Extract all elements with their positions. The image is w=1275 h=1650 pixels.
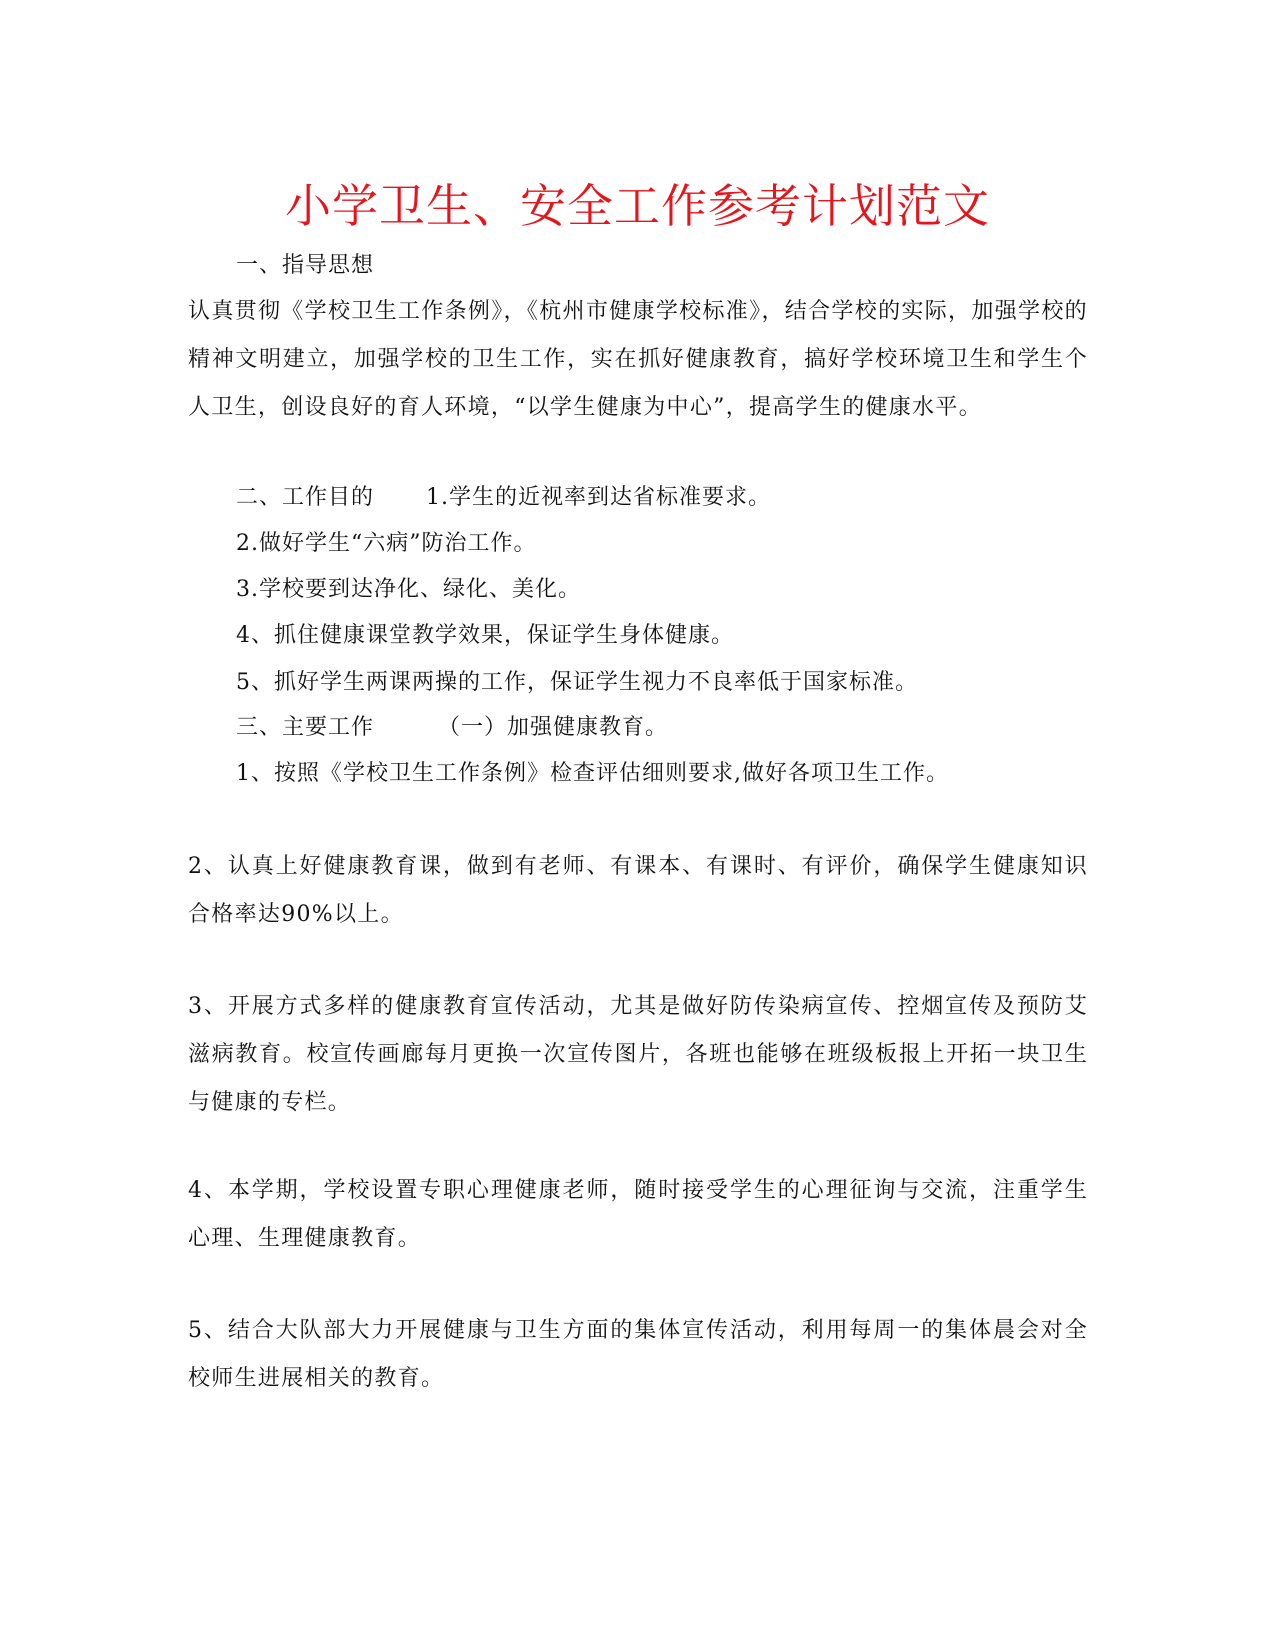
section3-paragraph-4: 4、本学期，学校设置专职心理健康老师，随时接受学生的心理征询与交流，注重学生心理、生理健康教育。 (188, 1178, 1088, 1251)
section3-subheading: （一）加强健康教育。 (438, 715, 669, 740)
section3-heading: 三、主要工作 (236, 715, 375, 740)
section3-paragraph-3: 3、开展方式多样的健康教育宣传活动，尤其是做好防传染病宣传、控烟宣传及预防艾滋病教育。校宣传画廊每月更换一次宣传图片，各班也能够在班级板报上开拓一块卫生与健康的专栏。 (188, 994, 1088, 1115)
section2-item-3: 3.学校要到达净化、绿化、美化。 (236, 577, 581, 602)
section1-heading: 一、指导思想 (236, 253, 375, 278)
section1-paragraph: 认真贯彻《学校卫生工作条例》，《杭州市健康学校标准》，结合学校的实际，加强学校的精神文明建立，加强学校的卫生工作，实在抓好健康教育，搞好学校环境卫生和学生个人卫生，创设良好的育人环境，“以学生健康为中心”，提高学生的健康水平。 (188, 299, 1088, 420)
section2-heading: 二、工作目的 (236, 485, 375, 510)
section3-paragraph-2: 2、认真上好健康教育课，做到有老师、有课本、有课时、有评价，确保学生健康知识合格率达90%以上。 (188, 854, 1088, 927)
section3-heading-row (236, 713, 668, 743)
section3-item-1: 1、按照《学校卫生工作条例》检查评估细则要求,做好各项卫生工作。 (236, 761, 949, 786)
section2-heading-row (236, 483, 771, 513)
section3-paragraph-5: 5、结合大队部大力开展健康与卫生方面的集体宣传活动，利用每周一的集体晨会对全校师生进展相关的教育。 (188, 1318, 1088, 1391)
section2-item-2: 2.做好学生“六病”防治工作。 (236, 531, 537, 556)
section2-item-5: 5、抓好学生两课两操的工作，保证学生视力不良率低于国家标准。 (236, 670, 918, 695)
section2-item-1: 1.学生的近视率到达省标准要求。 (426, 485, 772, 510)
section2-item-4: 4、抓住健康课堂教学效果，保证学生身体健康。 (236, 623, 734, 648)
document-title: 小学卫生、安全工作参考计划范文 (285, 179, 990, 233)
